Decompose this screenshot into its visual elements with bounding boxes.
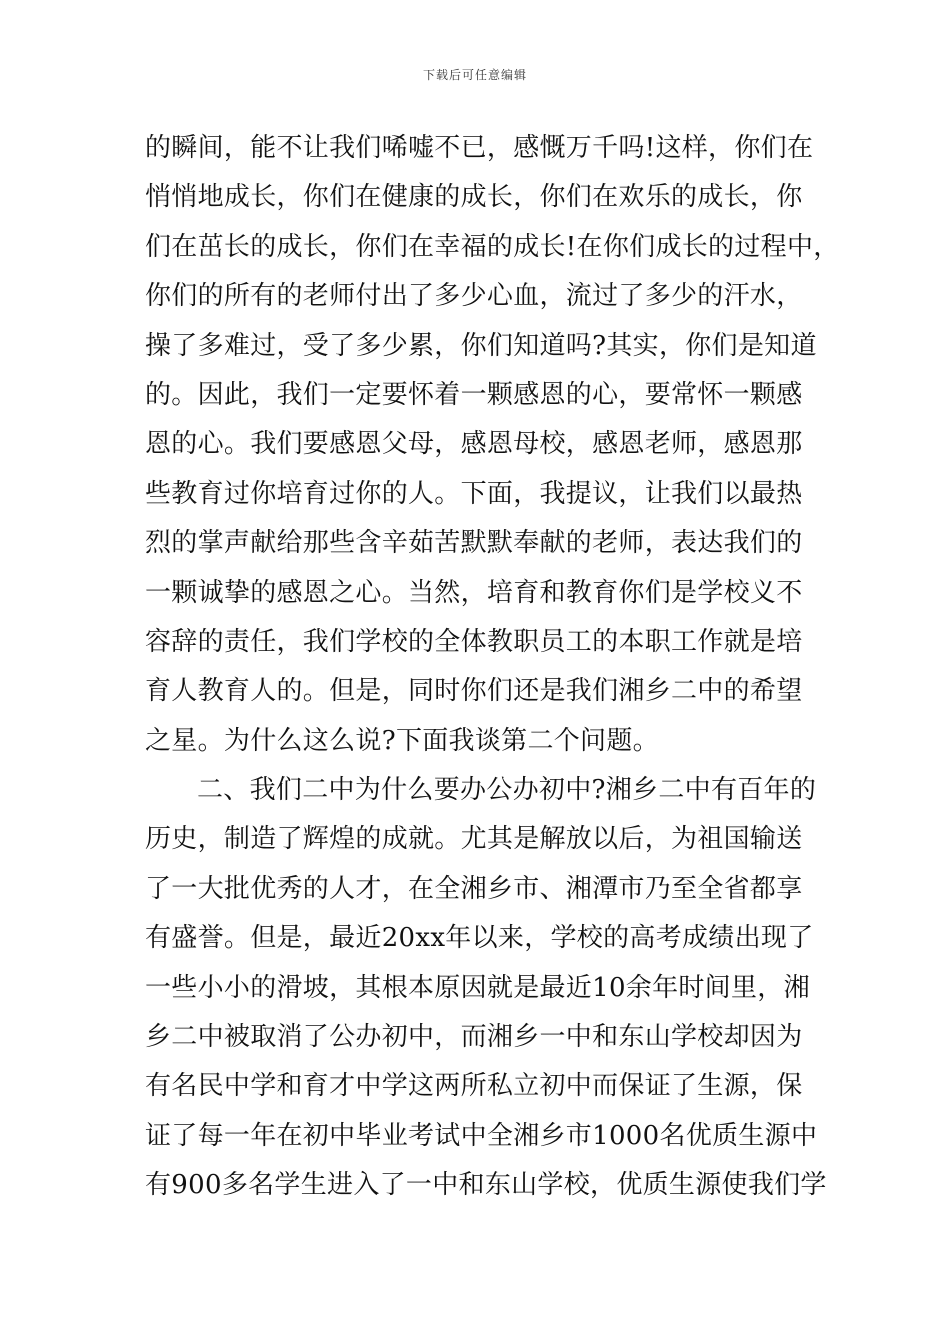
text-line: 育人教育人的。但是，同时你们还是我们湘乡二中的希望 xyxy=(145,676,803,707)
document-body xyxy=(145,130,845,1217)
text-line: 之星。为什么这么说?下面我谈第二个问题。 xyxy=(145,725,659,756)
text-line: 操了多难过，受了多少累，你们知道吗?其实，你们是知道 xyxy=(145,330,817,361)
text-line: 一些小小的滑坡，其根本原因就是最近10余年时间里，湘 xyxy=(145,972,810,1003)
text-line: 容辞的责任，我们学校的全体教职员工的本职工作就是培 xyxy=(145,626,803,657)
text-line: 烈的掌声献给那些含辛茹苦默默奉献的老师，表达我们的 xyxy=(145,528,803,559)
text-line: 有名民中学和育才中学这两所私立初中而保证了生源，保 xyxy=(145,1071,803,1102)
text-line: 恩的心。我们要感恩父母，感恩母校，感恩老师，感恩那 xyxy=(145,429,803,460)
text-line: 些教育过你培育过你的人。下面，我提议，让我们以最热 xyxy=(145,478,803,509)
text-line: 的瞬间，能不让我们唏嘘不已，感慨万千吗!这样，你们在 xyxy=(145,133,814,163)
text-line: 们在茁长的成长，你们在幸福的成长!在你们成长的过程中， xyxy=(145,231,840,262)
text-line: 乡二中被取消了公办初中，而湘乡一中和东山学校却因为 xyxy=(145,1022,803,1053)
text-line: 了一大批优秀的人才，在全湘乡市、湘潭市乃至全省都享 xyxy=(145,873,803,904)
text-line: 悄悄地成长，你们在健康的成长，你们在欢乐的成长，你 xyxy=(145,182,803,213)
text-line: 你们的所有的老师付出了多少心血，流过了多少的汗水， xyxy=(145,281,803,312)
text-line: 有900多名学生进入了一中和东山学校，优质生源使我们学 xyxy=(145,1170,827,1201)
text-line: 有盛誉。但是，最近20xx年以来，学校的高考成绩出现了 xyxy=(145,923,814,954)
text-line: 证了每一年在初中毕业考试中全湘乡市1000名优质生源中 xyxy=(145,1120,818,1151)
text-line: 一颗诚挚的感恩之心。当然，培育和教育你们是学校义不 xyxy=(145,577,803,608)
text-line: 历史，制造了辉煌的成就。尤其是解放以后，为祖国输送 xyxy=(145,824,803,855)
page-header: 下载后可任意编辑 xyxy=(422,68,527,82)
text-line: 的。因此，我们一定要怀着一颗感恩的心，要常怀一颗感 xyxy=(145,379,803,410)
paragraph-start-line: 二、我们二中为什么要办公办初中?湘乡二中有百年的 xyxy=(197,775,817,806)
